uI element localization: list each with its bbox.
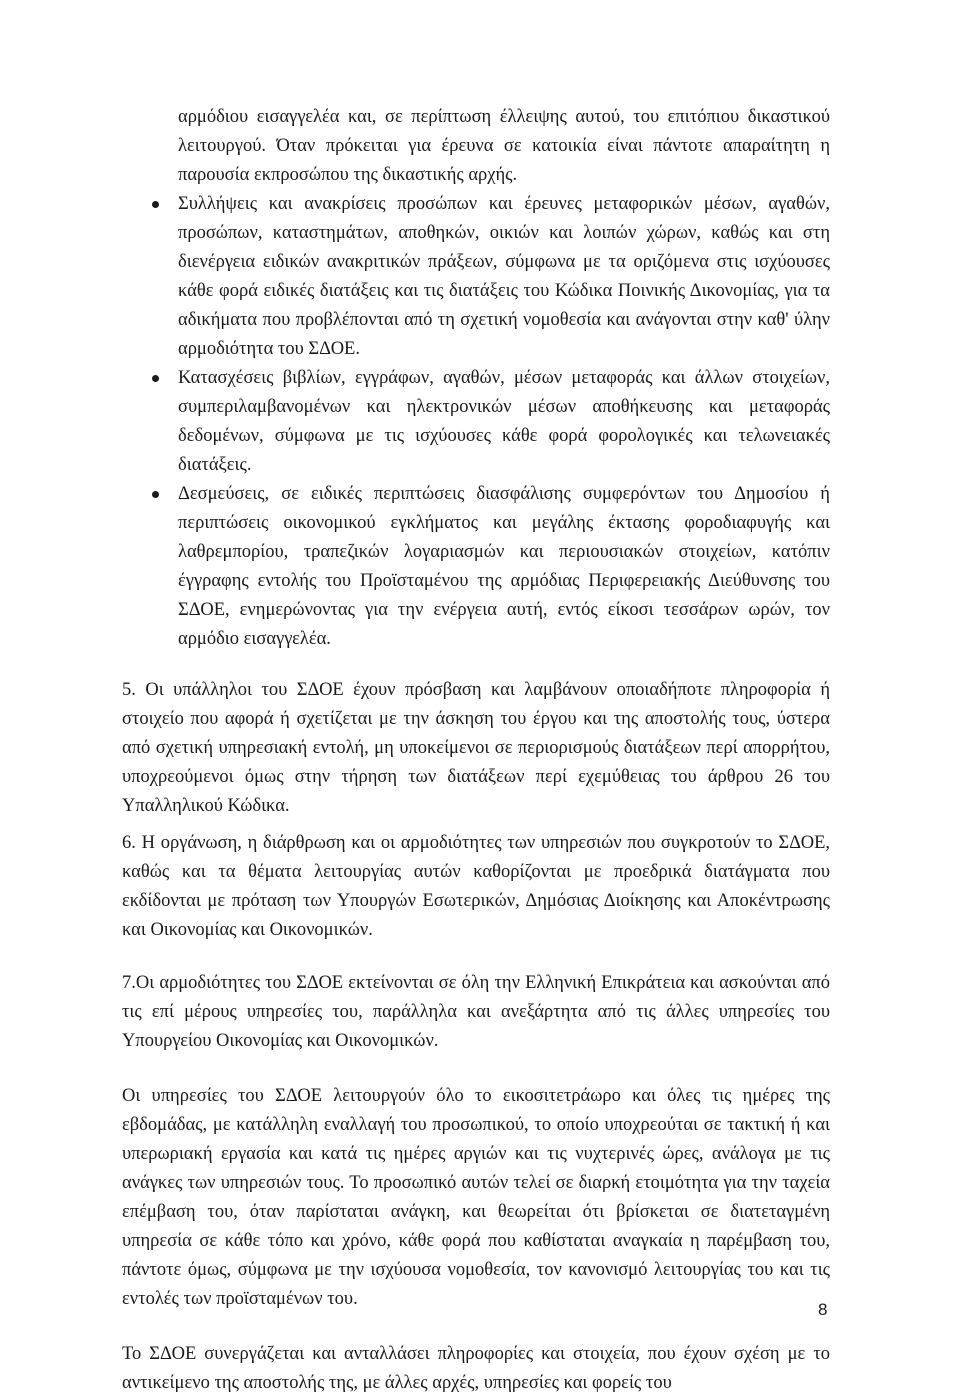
bullet-icon [152,491,159,498]
numbered-paragraph-7: 7.Οι αρμοδιότητες του ΣΔΟΕ εκτείνονται σε όλη την Ελληνική Επικράτεια και ασκούνται από τις επί μέρους υπηρεσίες του, παράλληλα και ανεξάρτητα από τις άλλες υπηρεσίες του Υπουργείου Οικονομίας και Οικονομικών. [122,973,830,1051]
bullet-icon [152,375,159,382]
page-number: 8 [818,1300,828,1319]
bullet-item [122,190,830,364]
body-paragraph: Το ΣΔΟΕ συνεργάζεται και ανταλλάσει πληροφορίες και στοιχεία, που έχουν σχέση με το αντικείμενο της αποστολής της, με άλλες αρχές, υπηρεσίες και φορείς του [122,1344,830,1393]
numbered-paragraph-5: 5. Οι υπάλληλοι του ΣΔΟΕ έχουν πρόσβαση και λαμβάνουν οποιαδήποτε πληροφορία ή στοιχείο που αφορά ή σχετίζεται με την άσκηση του έργου και της αποστολής τους, ύστερα από σχετική υπηρεσιακή εντολή, μη υποκείμενοι σε περιορισμούς διατάξεων περί απορρήτου, υποχρεούμενοι όμως στην τήρηση των διατάξεων περί εχεμύθειας του άρθρου 26 του Υπαλληλικού Κώδικα. [122,680,830,816]
page-body [122,0,830,1398]
continuation-paragraph: αρμόδιου εισαγγελέα και, σε περίπτωση έλλειψης αυτού, του επιτόπιου δικαστικού λειτουργού. Όταν πρόκειται για έρευνα σε κατοικία είναι πάντοτε απαραίτητη η παρουσία εκπροσώπου της δικαστικής αρχής. [178,107,830,185]
bullet-item [122,364,830,480]
bullet-icon [152,201,159,208]
bullet-text: Κατασχέσεις βιβλίων, εγγράφων, αγαθών, μέσων μεταφοράς και άλλων στοιχείων, συμπεριλαμβανομένων και ηλεκτρονικών μέσων αποθήκευσης και μεταφοράς δεδομένων, σύμφωνα με τις ισχύουσες κάθε φορά φορολογικές και τελωνειακές διατάξεις. [178,368,830,475]
body-paragraph: Οι υπηρεσίες του ΣΔΟΕ λειτουργούν όλο το εικοσιτετράωρο και όλες τις ημέρες της εβδομάδας, με κατάλληλη εναλλαγή του προσωπικού, το οποίο υποχρεούται σε τακτική ή και υπερωριακή εργασία και κατά τις ημέρες αργιών και τις νυχτερινές ώρες, ανάλογα με τις ανάγκες των υπηρεσιών τους. Το προσωπικό αυτών τελεί σε διαρκή ετοιμότητα για την ταχεία επέμβαση του, όταν παρίσταται ανάγκη, και θεωρείται ότι βρίσκεται σε διατεταγμένη υπηρεσία σε κάθε τόπο και χρόνο, κάθε φορά που καθίσταται αναγκαία η παρέμβαση του, πάντοτε όμως, σύμφωνα με την ισχύουσα νομοθεσία, τον κανονισμό λειτουργίας του και τις εντολές των προϊσταμένων του. [122,1086,830,1309]
bullet-text: Συλλήψεις και ανακρίσεις προσώπων και έρευνες μεταφορικών μέσων, αγαθών, προσώπων, καταστημάτων, αποθηκών, οικιών και λοιπών χώρων, καθώς και στη διενέργεια ειδικών ανακριτικών πράξεων, σύμφωνα με τα οριζόμενα στις ισχύουσες κάθε φορά ειδικές διατάξεις και τις διατάξεις του Κώδικα Ποινικής Δικονομίας, για τα αδικήματα που προβλέπονται από τη σχετική νομοθεσία και ανάγονται στην καθ' ύλην αρμοδιότητα του ΣΔΟΕ. [178,194,830,359]
numbered-paragraph-6: 6. Η οργάνωση, η διάρθρωση και οι αρμοδιότητες των υπηρεσιών που συγκροτούν το ΣΔΟΕ, καθώς και τα θέματα λειτουργίας αυτών καθορίζονται με προεδρικά διατάγματα που εκδίδονται με πρόταση των Υπουργών Εσωτερικών, Δημόσιας Διοίκησης και Αποκέντρωσης και Οικονομίας και Οικονομικών. [122,833,830,940]
bullet-item [122,480,830,654]
bullet-text: Δεσμεύσεις, σε ειδικές περιπτώσεις διασφάλισης συμφερόντων του Δημοσίου ή περιπτώσεις οικονομικού εγκλήματος και μεγάλης έκτασης φοροδιαφυγής και λαθρεμπορίου, τραπεζικών λογαριασμών και περιουσιακών στοιχείων, κατόπιν έγγραφης εντολής του Προϊσταμένου της αρμόδιας Περιφερειακής Διεύθυνσης του ΣΔΟΕ, ενημερώνοντας για την ενέργεια αυτή, εντός είκοσι τεσσάρων ωρών, τον αρμόδιο εισαγγελέα. [178,484,830,649]
